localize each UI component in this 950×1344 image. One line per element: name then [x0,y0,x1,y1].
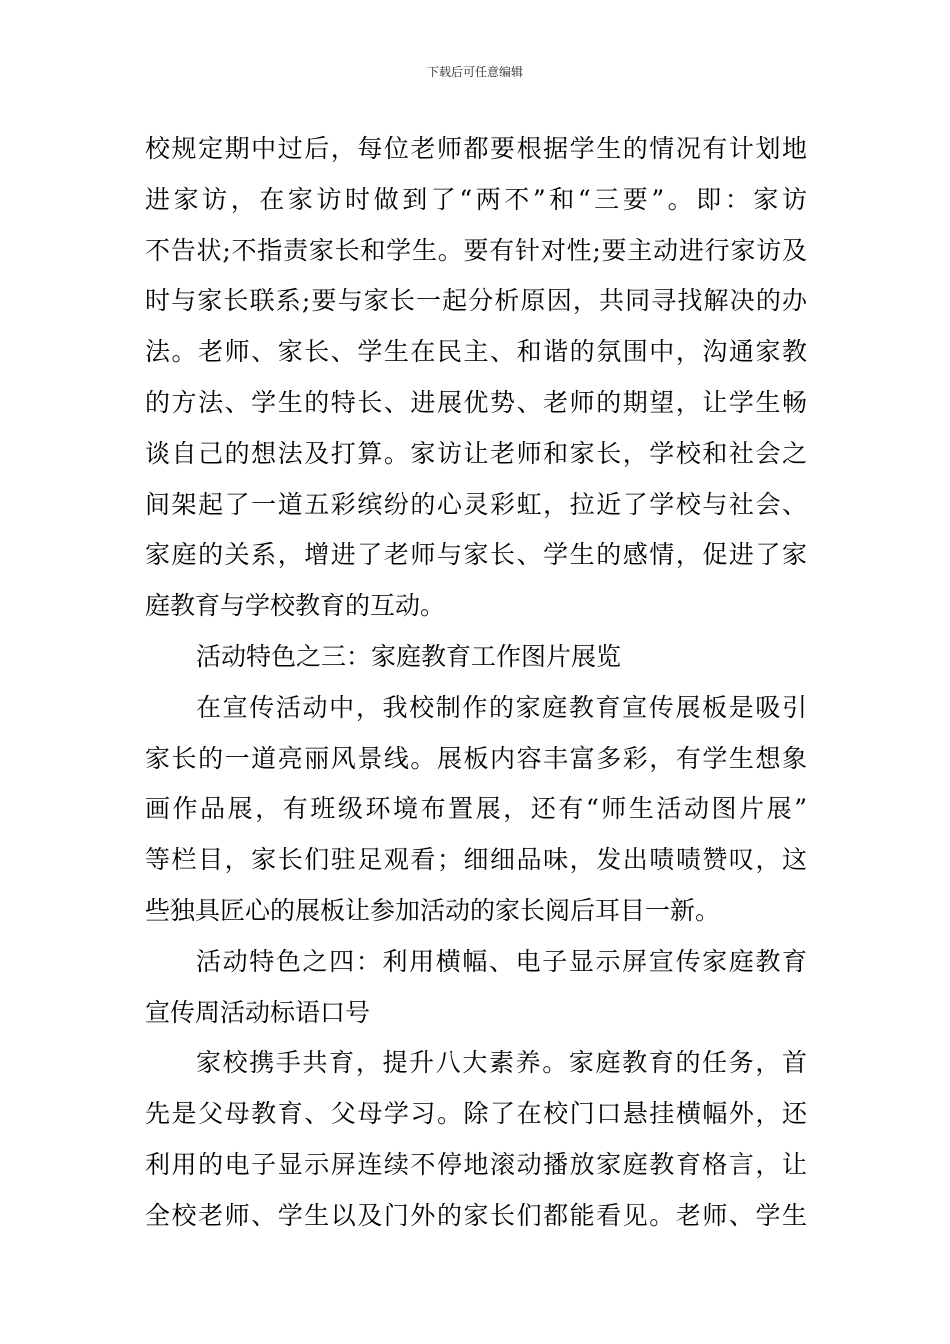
text-line: 谈自己的想法及打算。家访让老师和家长，学校和社会之 [145,438,807,468]
text-line: 间架起了一道五彩缤纷的心灵彩虹，拉近了学校与社会、 [145,489,807,519]
text-line: 先是父母教育、父母学习。除了在校门口悬挂横幅外，还 [145,1099,807,1129]
text-line: 画作品展，有班级环境布置展，还有“师生活动图片展” [145,794,807,824]
text-line: 时与家长联系;要与家长一起分析原因，共同寻找解决的办 [145,286,807,316]
text-line: 法。老师、家长、学生在民主、和谐的氛围中，沟通家教 [145,337,807,367]
text-line: 家庭的关系，增进了老师与家长、学生的感情，促进了家 [145,540,807,570]
paragraph-end-line: 庭教育与学校教育的互动。 [145,591,446,621]
paragraph-first-line: 在宣传活动中，我校制作的家庭教育宣传展板是吸引 [196,692,807,722]
paragraph-first-line: 家校携手共育，提升八大素养。家庭教育的任务，首 [196,1048,807,1078]
section-heading: 活动特色之四：利用横幅、电子显示屏宣传家庭教育 [196,946,807,976]
paragraph-end-line: 些独具匠心的展板让参加活动的家长阅后耳目一新。 [145,895,721,925]
section-heading: 活动特色之三：家庭教育工作图片展览 [196,641,622,671]
text-line: 等栏目，家长们驻足观看；细细品味，发出啧啧赞叹，这 [145,845,807,875]
section-heading-continued: 宣传周活动标语口号 [145,997,371,1027]
text-line: 全校老师、学生以及门外的家长们都能看见。老师、学生 [145,1200,807,1230]
document-body [145,124,807,1242]
text-line: 进家访，在家访时做到了“两不”和“三要”。即：家访 [145,184,807,214]
text-line: 的方法、学生的特长、进展优势、老师的期望，让学生畅 [145,387,807,417]
page-header: 下载后可任意编辑 [426,65,523,79]
text-line: 不告状;不指责家长和学生。要有针对性;要主动进行家访及 [145,235,807,265]
text-line: 校规定期中过后，每位老师都要根据学生的情况有计划地 [145,134,807,163]
text-line: 家长的一道亮丽风景线。展板内容丰富多彩，有学生想象 [145,743,807,773]
text-line: 利用的电子显示屏连续不停地滚动播放家庭教育格言，让 [145,1149,807,1179]
